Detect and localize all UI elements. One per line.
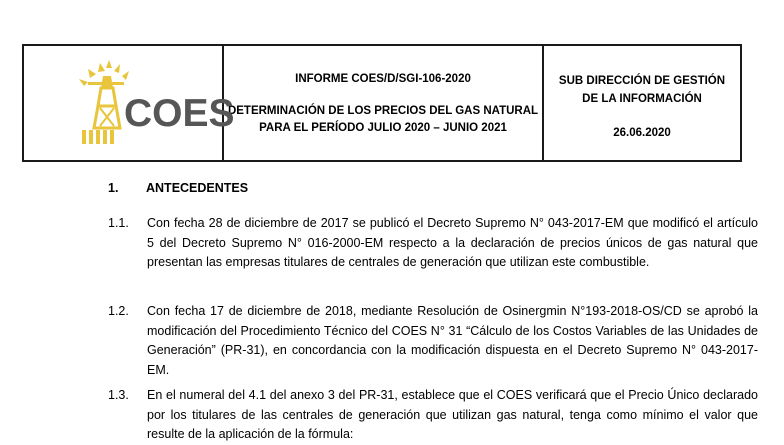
paragraph [108,302,758,380]
paragraph-text: En el numeral del 4.1 del anexo 3 del PR-31, establece que el COES verificará que el Precio Único declarado por los titulares de las centrales de generación que utilizan gas natural, tenga como mínimo el valor que resulte de la aplicación de la fórmula: [147,388,758,441]
report-title-cell [224,46,544,160]
department-name [544,72,740,108]
department-line-2: DE LA INFORMACIÓN [582,93,702,105]
section-number: 1. [108,181,119,195]
document-header [22,44,742,162]
logo-wordmark: COES [124,92,235,135]
report-date: 26.06.2020 [613,127,671,139]
report-code: INFORME COES/D/SGI-106-2020 [295,73,471,85]
subject-line-1: DETERMINACIÓN DE LOS PRECIOS DEL GAS NATURAL [227,105,539,117]
report-subject [224,103,542,137]
department-cell [544,46,740,160]
section-title: ANTECEDENTES [146,181,249,195]
section-heading [108,181,248,195]
paragraph [108,386,758,445]
paragraph-number: 1.1. [108,216,129,230]
paragraph-number: 1.3. [108,388,129,402]
logo-cell [24,46,235,160]
paragraph-number: 1.2. [108,304,129,318]
department-line-1: SUB DIRECCIÓN DE GESTIÓN [558,75,726,87]
paragraph [108,214,758,273]
paragraph-text: Con fecha 17 de diciembre de 2018, mediante Resolución de Osinergmin N°193-2018-OS/CD se aprobó la modificación del Procedimiento Técnico del COES N° 31 “Cálculo de los Costos Variables de las Unidades de Generación” (PR-31), en concordancia con la modificación dispuesta en el Decreto Supremo N° 043-2017-EM. [147,304,758,377]
paragraph-text: Con fecha 28 de diciembre de 2017 se publicó el Decreto Supremo N° 043-2017-EM que modificó el artículo 5 del Decreto Supremo N° 016-2000-EM respecto a la declaración de precios únicos de gas natural que presentan las empresas titulares de centrales de generación que utilizan este combustible. [147,216,758,269]
subject-line-2: PARA EL PERÍODO JULIO 2020 – JUNIO 2021 [259,122,507,134]
